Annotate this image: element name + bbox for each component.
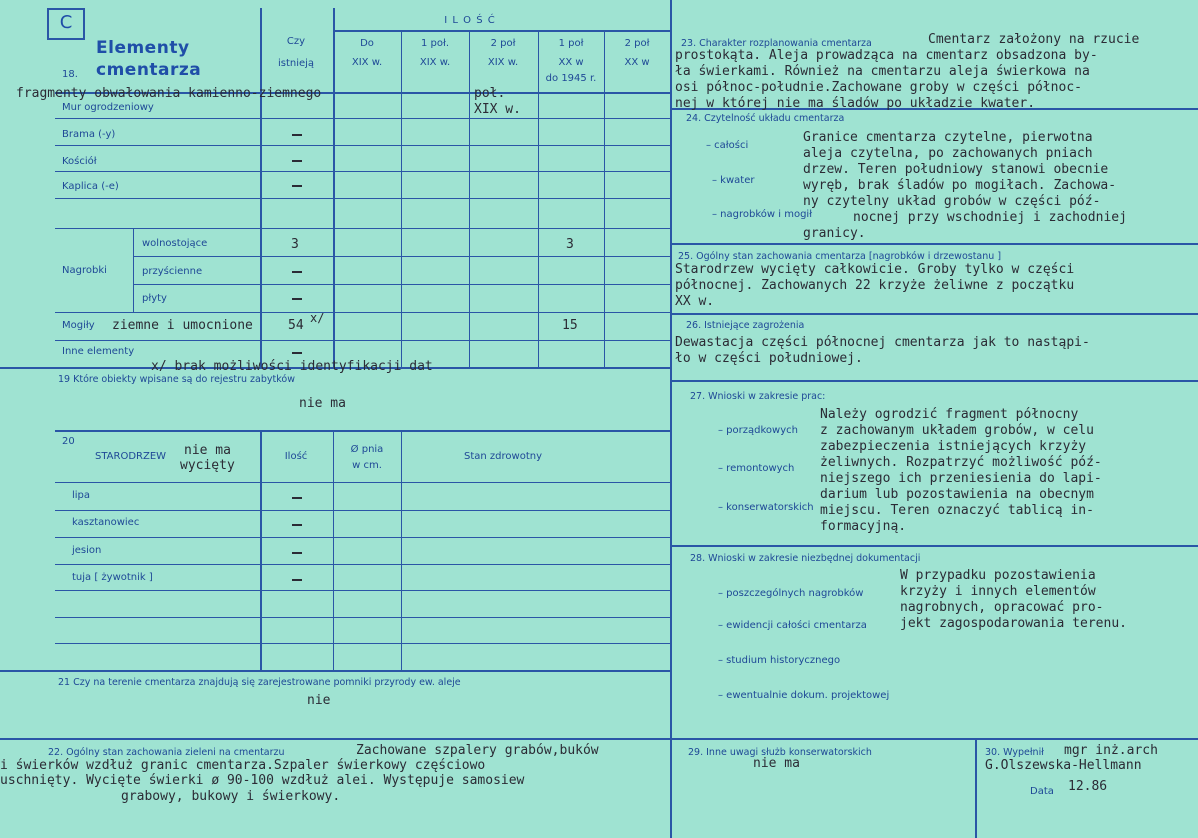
row-przyscienne: przyścienne: [142, 266, 203, 277]
rule: [401, 32, 402, 368]
s22-label: 22. Ogólny stan zachowania zieleni na cmentarzu: [48, 747, 285, 758]
s27-line7: miejscu. Teren oznaczyć tablicą in-: [820, 503, 1094, 518]
s24-line5: ny czytelny układ grobów w części póź-: [803, 194, 1101, 209]
s23-line3: ła świerkami. Również na cmentarzu aleja świerkowa na: [675, 64, 1090, 79]
mur-note: fragmenty obwałowania kamienno-ziemnego: [16, 86, 322, 101]
rule: [538, 32, 539, 368]
s28-line2: krzyży i innych elementów: [900, 584, 1096, 599]
s26-line1: Dewastacja części północnej cmentarza jak to nastąpi-: [675, 335, 1090, 350]
rule: [260, 430, 262, 670]
s20-row-lipa: lipa: [72, 490, 91, 501]
rule: [0, 670, 670, 672]
row-wolnostojace: wolnostojące: [142, 238, 208, 249]
s20-col-ilosc: Ilość: [284, 451, 308, 462]
dash-lipa: [292, 497, 302, 499]
s19-answer: nie ma: [299, 396, 346, 411]
mogily-1pol20: 15: [562, 318, 578, 333]
mur-2pol-2: XIX w.: [474, 102, 521, 117]
s22-line1: Zachowane szpalery grabów,buków: [356, 743, 599, 758]
rule: [469, 32, 470, 368]
s28-line1: W przypadku pozostawienia: [900, 568, 1096, 583]
s18-title-2: cmentarza: [96, 60, 202, 80]
s28-line3: nagrobnych, opracować pro-: [900, 600, 1104, 615]
s27-line4: żeliwnych. Rozpatrzyć możliwość póź-: [820, 455, 1102, 470]
s24-line2: aleja czytelna, po zachowanych pniach: [803, 146, 1093, 161]
rule: [333, 430, 334, 670]
s27-sub3: – konserwatorskich: [718, 502, 814, 513]
rule: [333, 8, 335, 368]
dash-kaplica: [292, 185, 302, 187]
s22-line4: grabowy, bukowy i świerkowy.: [121, 789, 341, 804]
s18-number: 18.: [62, 69, 78, 80]
col-1pol20: 1 poł: [558, 38, 584, 49]
rule: [55, 617, 670, 618]
rule: [975, 738, 977, 838]
s23-line4: osi północ-południe.Zachowane groby w części północ-: [675, 80, 1082, 95]
s30-name1: mgr inż.arch: [1064, 743, 1158, 758]
col-czy: Czy: [286, 36, 306, 47]
rule: [133, 256, 670, 257]
rule: [55, 482, 670, 483]
rule: [604, 32, 605, 368]
s27-line8: formacyjną.: [820, 519, 907, 534]
row-brama: Brama (-y): [62, 129, 116, 140]
s22-line2: i świerków wzdłuż granic cmentarza.Szpaler świerkowy częściowo: [0, 758, 486, 773]
s20-row-kasztanowiec: kasztanowiec: [72, 517, 140, 528]
s30-label: 30. Wypełnił: [985, 747, 1044, 758]
card-letter-box: [47, 8, 85, 40]
footnote: x/ brak możliwości identyfikacji dat: [151, 359, 433, 374]
s23-line2: prostokąta. Aleja prowadząca na cmentarz obsadzona by-: [675, 48, 1098, 63]
s20-row-tuja: tuja [ żywotnik ]: [72, 572, 153, 583]
rule: [670, 380, 1198, 382]
dash-jesion: [292, 552, 302, 554]
dash-kasztanowiec: [292, 524, 302, 526]
row-nagrobki: Nagrobki: [62, 265, 107, 276]
rule: [260, 8, 262, 368]
s25-line2: północnej. Zachowanych 22 krzyże żeliwne z początku: [675, 278, 1075, 293]
dash-przyscienne: [292, 271, 302, 273]
row-inne: Inne elementy: [62, 346, 135, 357]
rule: [670, 545, 1198, 547]
s24-line4: wyręb, brak śladów po mogiłach. Zachowa-: [803, 178, 1117, 193]
col-1pol20-3: do 1945 r.: [545, 73, 597, 84]
rule: [55, 510, 670, 511]
s30-date: 12.86: [1068, 779, 1108, 794]
col-2pol19: 2 poł: [490, 38, 516, 49]
card-letter: C: [59, 12, 73, 33]
s24-line7: granicy.: [803, 226, 866, 241]
rule: [55, 312, 670, 313]
ilosc-header: I L O Ś Ć: [444, 15, 496, 26]
s30-data-label: Data: [1030, 786, 1054, 797]
s24-line1: Granice cmentarza czytelne, pierwotna: [803, 130, 1093, 145]
rule: [55, 198, 670, 199]
s27-label: 27. Wnioski w zakresie prac:: [690, 391, 826, 402]
rule: [55, 590, 670, 591]
wolnostojace-czy: 3: [291, 237, 299, 252]
s21-answer: nie: [307, 693, 331, 708]
row-mur: Mur ogrodzeniowy: [62, 102, 154, 113]
row-kosciol: Kościół: [62, 156, 97, 167]
rule: [55, 564, 670, 565]
s30-name2: G.Olszewska-Hellmann: [985, 758, 1142, 773]
s25-line3: XX w.: [675, 294, 715, 309]
col-do: Do: [360, 38, 374, 49]
row-mogily: Mogiły: [62, 320, 95, 331]
s28-sub1: – poszczególnych nagrobków: [718, 588, 864, 599]
rule: [55, 171, 670, 172]
col-do-2: XIX w.: [351, 57, 383, 68]
s20-number: 20: [62, 436, 75, 447]
s27-line6: darium lub pozostawienia na obecnym: [820, 487, 1094, 502]
rule: [670, 313, 1198, 315]
col-1pol19-2: XIX w.: [419, 57, 451, 68]
col-2pol20-2: XX w: [624, 57, 650, 68]
s27-sub2: – remontowych: [718, 463, 795, 474]
s26-label: 26. Istniejące zagrożenia: [686, 320, 805, 331]
dash-plyty: [292, 298, 302, 300]
rule: [333, 30, 670, 32]
row-plyty: płyty: [142, 293, 167, 304]
s20-typed-2: wycięty: [180, 458, 235, 473]
rule: [55, 340, 670, 341]
row-kaplica: Kaplica (-e): [62, 181, 119, 192]
s20-col-pnia: Ø pnia: [350, 444, 384, 455]
col-2pol20: 2 poł: [624, 38, 650, 49]
s21-label: 21 Czy na terenie cmentarza znajdują się zarejestrowane pomniki przyrody ew. aleje: [58, 677, 461, 688]
rule: [0, 738, 1198, 740]
s22-line3: uschnięty. Wycięte świerki ø 90-100 wzdłuż alei. Występuje samosiew: [0, 773, 525, 788]
s29-label: 29. Inne uwagi służb konserwatorskich: [688, 747, 872, 758]
s24-line6: nocnej przy wschodniej i zachodniej: [853, 210, 1127, 225]
s20-typed-1: nie ma: [184, 443, 231, 458]
mogily-czy: 54: [288, 318, 304, 333]
col-1pol19: 1 poł.: [420, 38, 450, 49]
rule: [133, 284, 670, 285]
s20-col-pnia-2: w cm.: [352, 460, 382, 471]
s28-label: 28. Wnioski w zakresie niezbędnej dokumentacji: [690, 553, 921, 564]
s18-title-1: Elementy: [96, 38, 190, 58]
rule: [670, 243, 1198, 245]
dash-tuja: [292, 579, 302, 581]
s24-label: 24. Czytelność układu cmentarza: [686, 113, 845, 124]
s27-line3: zabezpieczenia istniejących krzyży: [820, 439, 1087, 454]
s25-line1: Starodrzew wycięty całkowicie. Groby tylko w części: [675, 262, 1075, 277]
rule: [55, 430, 670, 432]
dash-brama: [292, 134, 302, 136]
mogily-mark: x/: [310, 311, 325, 325]
col-1pol20-2: XX w: [558, 57, 584, 68]
rule: [55, 118, 670, 119]
mogily-note: ziemne i umocnione: [112, 318, 253, 333]
s28-line4: jekt zagospodarowania terenu.: [900, 616, 1127, 631]
rule-center: [670, 0, 672, 838]
dash-inne: [292, 352, 302, 354]
s24-line3: drzew. Teren południowy stanowi obecnie: [803, 162, 1109, 177]
s24-sub1: – całości: [706, 140, 749, 151]
s25-label: 25. Ogólny stan zachowania cmentarza [nagrobków i drzewostanu ]: [678, 251, 1002, 262]
s29-answer: nie ma: [753, 756, 800, 771]
s23-line1: Cmentarz założony na rzucie: [928, 32, 1140, 47]
s28-sub3: – studium historycznego: [718, 655, 841, 666]
s27-sub1: – porządkowych: [718, 425, 798, 436]
s27-line5: niejszego ich przeniesienia do lapi-: [820, 471, 1102, 486]
s23-label: 23. Charakter rozplanowania cmentarza: [681, 38, 872, 49]
rule: [55, 537, 670, 538]
s20-label: STARODRZEW: [95, 451, 167, 462]
s20-row-jesion: jesion: [72, 545, 102, 556]
s24-sub3: – nagrobków i mogił: [712, 209, 813, 220]
wolnostojace-1pol20: 3: [566, 237, 574, 252]
s27-line2: z zachowanym układem grobów, w celu: [820, 423, 1094, 438]
s24-sub2: – kwater: [712, 175, 755, 186]
s19-label: 19 Które obiekty wpisane są do rejestru zabytków: [58, 374, 295, 385]
rule: [401, 430, 402, 670]
rule: [133, 228, 134, 312]
dash-kosciol: [292, 160, 302, 162]
col-2pol19-2: XIX w.: [487, 57, 519, 68]
rule: [55, 643, 670, 644]
s20-col-stan: Stan zdrowotny: [464, 451, 542, 462]
s28-sub4: – ewentualnie dokum. projektowej: [718, 690, 890, 701]
s27-line1: Należy ogrodzić fragment północny: [820, 407, 1079, 422]
rule: [55, 228, 670, 229]
s23-line5: nej w której nie ma śladów po układzie kwater.: [675, 96, 1036, 111]
s28-sub2: – ewidencji całości cmentarza: [718, 620, 867, 631]
col-czy-2: istnieją: [277, 58, 315, 69]
s26-line2: ło w części południowej.: [675, 351, 863, 366]
mur-2pol-1: poł.: [474, 86, 506, 101]
rule: [55, 145, 670, 146]
